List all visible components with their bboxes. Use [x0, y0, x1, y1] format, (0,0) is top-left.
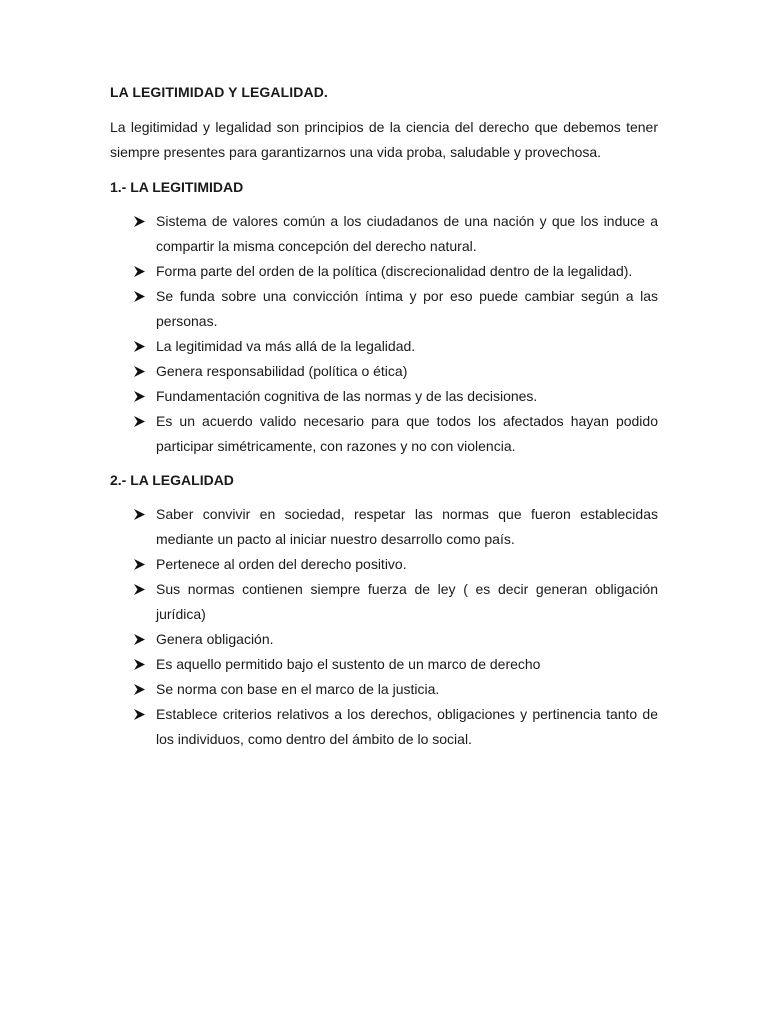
arrowhead-bullet-icon [134, 259, 148, 284]
list-item [110, 359, 658, 384]
list-item [110, 259, 658, 284]
list-item [110, 577, 658, 627]
arrowhead-bullet-icon [134, 334, 148, 359]
arrowhead-bullet-icon [134, 384, 148, 409]
arrowhead-bullet-icon [134, 677, 148, 702]
list-item [110, 652, 658, 677]
arrowhead-bullet-icon [134, 359, 148, 384]
arrowhead-bullet-icon [134, 284, 148, 309]
list-item-text: Sistema de valores común a los ciudadanos de una nación y que los induce a compartir la misma concepción del derecho natural. [156, 213, 658, 254]
list-item-text: Se funda sobre una convicción íntima y por eso puede cambiar según a las personas. [156, 288, 658, 329]
list-item [110, 409, 658, 459]
list-item-text: Saber convivir en sociedad, respetar las normas que fueron establecidas mediante un pacto al iniciar nuestro desarrollo como país. [156, 506, 658, 547]
list-item [110, 209, 658, 259]
document-title: LA LEGITIMIDAD Y LEGALIDAD. [110, 84, 328, 100]
bullet-list [110, 502, 658, 752]
arrowhead-bullet-icon [134, 627, 148, 652]
section-heading: 2.- LA LEGALIDAD [110, 472, 234, 488]
arrowhead-bullet-icon [134, 577, 148, 602]
list-item [110, 552, 658, 577]
list-item [110, 702, 658, 752]
list-item-text: Pertenece al orden del derecho positivo. [156, 556, 407, 572]
list-item-text: Fundamentación cognitiva de las normas y de las decisiones. [156, 388, 538, 404]
list-item-text: Forma parte del orden de la política (discrecionalidad dentro de la legalidad). [156, 263, 633, 279]
list-item-text: Establece criterios relativos a los derechos, obligaciones y pertinencia tanto de los individuos, como dentro del ámbito de lo social. [156, 706, 658, 747]
section-legalidad [110, 468, 658, 752]
list-item [110, 334, 658, 359]
arrowhead-bullet-icon [134, 552, 148, 577]
bullet-list [110, 209, 658, 459]
arrowhead-bullet-icon [134, 652, 148, 677]
list-item-text: Sus normas contienen siempre fuerza de ley ( es decir generan obligación jurídica) [156, 581, 658, 622]
arrowhead-bullet-icon [134, 409, 148, 434]
list-item-text: Se norma con base en el marco de la justicia. [156, 681, 440, 697]
list-item-text: La legitimidad va más allá de la legalidad. [156, 338, 416, 354]
list-item-text: Es un acuerdo valido necesario para que todos los afectados hayan podido participar simétricamente, con razones y no con violencia. [156, 413, 658, 454]
list-item [110, 502, 658, 552]
arrowhead-bullet-icon [134, 702, 148, 727]
section-heading: 1.- LA LEGITIMIDAD [110, 179, 244, 195]
list-item-text: Es aquello permitido bajo el sustento de un marco de derecho [156, 656, 541, 672]
section-legitimidad [110, 175, 658, 459]
list-item [110, 627, 658, 652]
list-item [110, 384, 658, 409]
intro-paragraph: La legitimidad y legalidad son principios de la ciencia del derecho que debemos tener siempre presentes para garantizarnos una vida proba, saludable y provechosa. [110, 119, 658, 160]
arrowhead-bullet-icon [134, 502, 148, 527]
list-item-text: Genera obligación. [156, 631, 274, 647]
arrowhead-bullet-icon [134, 209, 148, 234]
document-page [110, 80, 658, 761]
list-item-text: Genera responsabilidad (política o ética) [156, 363, 408, 379]
list-item [110, 677, 658, 702]
list-item [110, 284, 658, 334]
